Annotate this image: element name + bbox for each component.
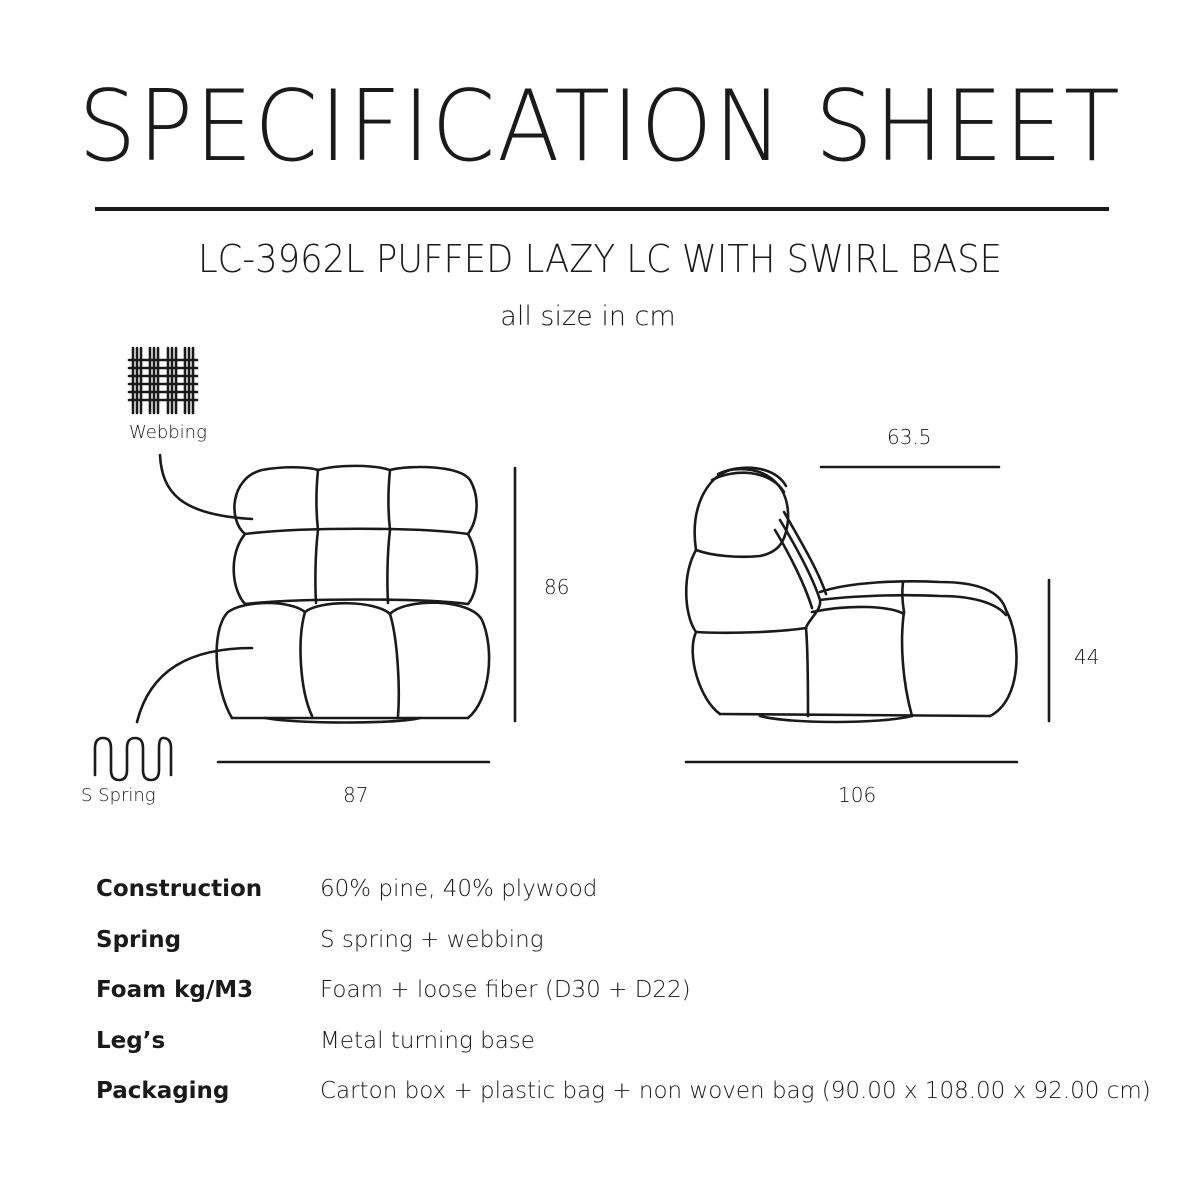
- s-spring-icon: [95, 738, 171, 780]
- spec-value: Carton box + plastic bag + non woven bag (90.00 x 108.00 x 92.00 cm): [320, 1078, 1151, 1104]
- spec-row-construction: [96, 875, 1176, 926]
- front-width-value: 87: [343, 783, 369, 807]
- spring-leader: [137, 648, 252, 722]
- product-name: LC-3962L PUFFED LAZY LC WITH SWIRL BASE: [197, 237, 1003, 281]
- spec-row-foam: [96, 976, 1176, 1027]
- spec-value: 60% pine, 40% plywood: [320, 876, 598, 902]
- page-title: SPECIFICATION SHEET: [78, 70, 1122, 184]
- s-spring-label: S Spring: [81, 785, 156, 806]
- units-note: all size in cm: [500, 301, 676, 332]
- spec-label: Leg’s: [96, 1027, 166, 1054]
- front-view: [217, 466, 489, 723]
- spec-value: Foam + loose fiber (D30 + D22): [320, 977, 691, 1003]
- spec-label: Foam kg/M3: [96, 977, 254, 1003]
- side-view: [686, 468, 1016, 722]
- spec-label: Construction: [96, 876, 263, 902]
- webbing-label: Webbing: [129, 422, 207, 443]
- front-height-value: 86: [544, 575, 570, 599]
- spec-table: [96, 875, 1176, 1128]
- spec-row-spring: [96, 926, 1176, 977]
- webbing-icon: [129, 348, 197, 413]
- side-seat-depth-value: 63.5: [887, 425, 932, 449]
- spec-row-legs: [96, 1027, 1176, 1078]
- spec-label: Spring: [96, 926, 182, 953]
- side-seat-height-value: 44: [1074, 645, 1100, 669]
- side-depth-value: 106: [838, 783, 877, 807]
- spec-label: Packaging: [96, 1078, 230, 1104]
- spec-row-packaging: [96, 1077, 1176, 1128]
- spec-value: S spring + webbing: [320, 926, 544, 953]
- spec-value: Metal turning base: [320, 1027, 535, 1054]
